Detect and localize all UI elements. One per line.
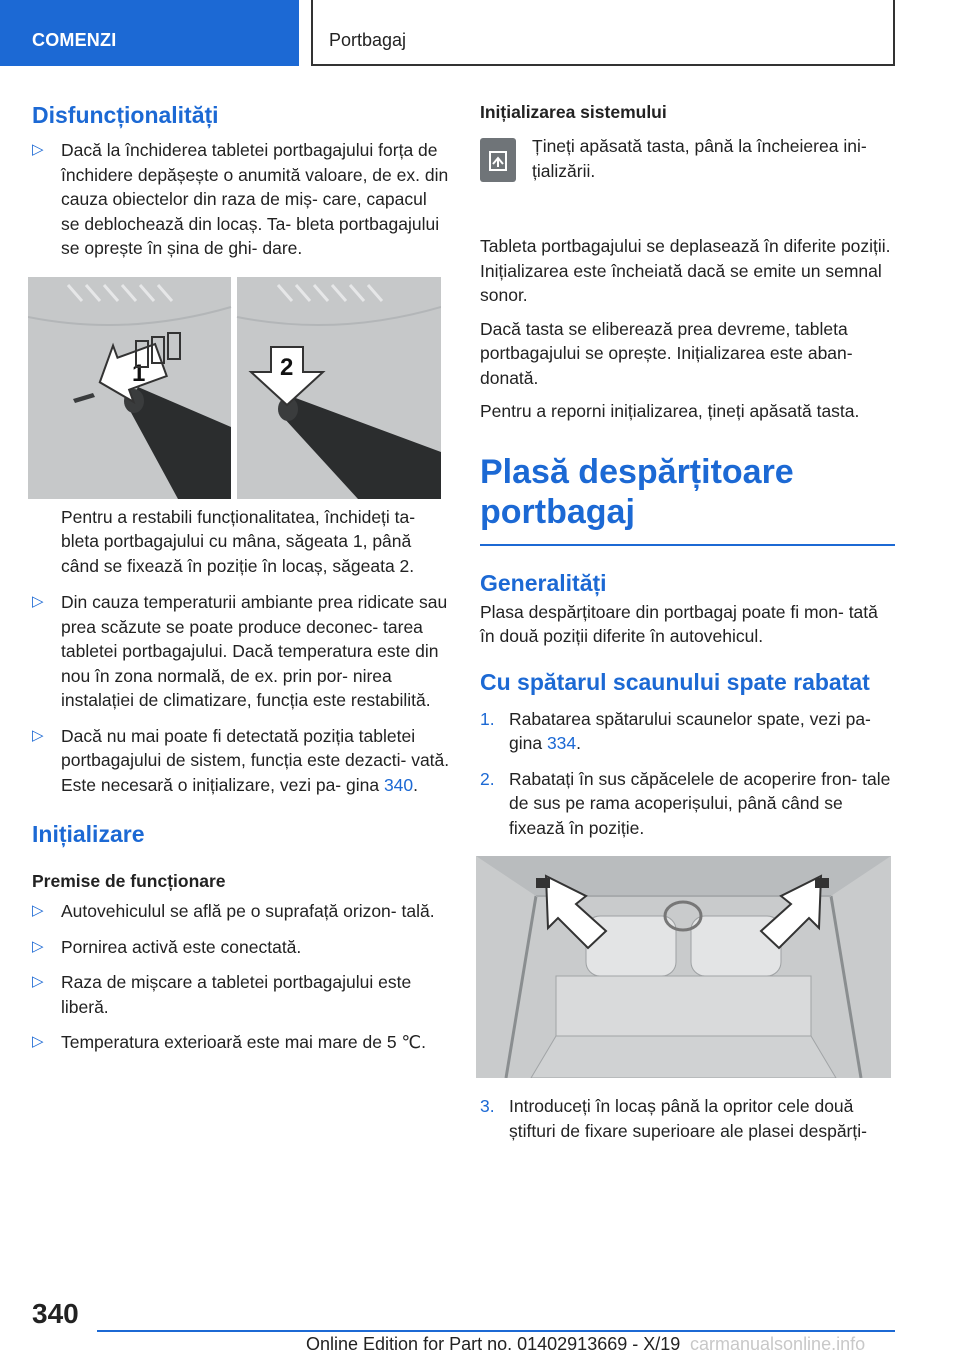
heading-partition-net: Plasă despărțitoare portbagaj [480,452,794,531]
triangle-bullet-icon: ▷ [32,593,44,610]
malfunction-list-1 [32,138,450,261]
triangle-bullet-icon: ▷ [32,902,44,919]
list-item: ▷ Dacă nu mai poate fi detectată poziția tabletei portbagajului de sistem, funcția este dezacti- vată. Este necesară o inițializare, vezi pa- gina 340. [32,725,450,795]
init-paragraph-3: Pentru a reporni inițializarea, țineți apăsată tasta. [480,401,860,421]
page-link-340[interactable]: 340 [383,774,414,795]
tailgate-button-icon [480,138,516,182]
key-instruction: Țineți apăsată tasta, până la încheierea ini- țializării. [480,134,895,216]
cover-lock-illustration [28,277,441,499]
svg-text:1: 1 [132,359,146,387]
cover-lock-svg [28,277,441,499]
triangle-bullet-icon: ▷ [32,726,44,744]
triangle-bullet-icon: ▷ [32,973,44,990]
triangle-bullet-icon: ▷ [32,937,44,955]
page-link-334[interactable]: 334 [546,733,577,753]
heading-general: Generalități [480,569,607,596]
page-number: 340 [32,1298,79,1329]
edition-text: Online Edition for Part no. 01402913669 - X/19 [306,1334,681,1354]
heading-premise: Premise de funcționare [32,871,226,891]
init-paragraph-2: Dacă tasta se eliberează prea devreme, tableta portbagajului se oprește. Inițializarea este aban- donată. [480,318,853,388]
svg-text:2: 2 [280,353,294,381]
left-column [32,100,450,1066]
cargo-interior-illustration [476,856,891,1078]
heading-malfunction: Disfuncționalități [32,102,219,128]
premise-list [32,899,450,1055]
malfunction-list-2 [32,590,450,797]
section-title: Portbagaj [311,0,895,66]
step-item: 2. Rabatați în sus căpăcelele de acoperire fron- tale de sus pe rama acoperișului, până când se fixează în poziție. [480,768,891,838]
steps-list-continued [480,1094,895,1143]
heading-system-init: Inițializarea sistemului [480,102,667,122]
heading-folded-seat: Cu spătarul scaunului spate rabatat [480,668,870,695]
list-item: ▷ Autovehiculul se află pe o suprafață orizon- tală. [32,899,450,924]
steps-list [480,707,895,841]
list-item: ▷ Raza de mișcare a tabletei portbagajului este liberă. [32,972,412,1017]
list-item: ▷ Pornirea activă este conectată. [32,935,450,960]
restore-paragraph: Pentru a restabili funcționalitatea, închideți ta- bleta portbagajului cu mâna, săgeata 1, până când se fixează în poziție în locaș, săgeata 2. [61,506,416,576]
heading-init: Inițializare [32,821,145,847]
list-item: ▷ Dacă la închiderea tabletei portbagajului forța de închidere depășește o anumită valoare, de ex. din cauza obiectelor din raza de miș- care, capacul se deblochează din locaș. Ta- bleta portbagajului se oprește în șina de ghi- dare. [32,140,449,258]
list-item: ▷ Din cauza temperaturii ambiante prea ridicate sau prea scăzute se poate produce deconec- tarea tabletei portbagajului. Dacă temperatura este din nou în zona normală, de ex. prin por- nirea instalației de climatizare, funcția este restabilită. [32,592,448,710]
cargo-interior-svg [476,856,891,1078]
heading-rule [480,544,895,546]
footer-rule [97,1330,895,1332]
triangle-bullet-icon: ▷ [32,141,44,158]
right-column [480,100,895,1154]
list-item: ▷ Temperatura exterioară este mai mare de 5 ℃. [32,1030,450,1055]
step-item: 3. Introduceți în locaș până la opritor cele două știfturi de fixare superioare ale plasei despărți- [480,1096,867,1141]
watermark-text: carmanualsonline.info [690,1334,866,1354]
step-item: 1. Rabatarea spătarului scaunelor spate, vezi pa- gina 334. [480,708,871,753]
triangle-bullet-icon: ▷ [32,1033,44,1050]
init-paragraph-1: Tableta portbagajului se deplasează în diferite poziții. Inițializarea este încheiată dacă se emite un semnal sonor. [480,236,891,305]
chapter-tab[interactable]: COMENZI [0,0,299,66]
general-paragraph: Plasa despărțitoare din portbagaj poate fi mon- tată în două poziții diferite în autovehicul. [480,601,878,646]
